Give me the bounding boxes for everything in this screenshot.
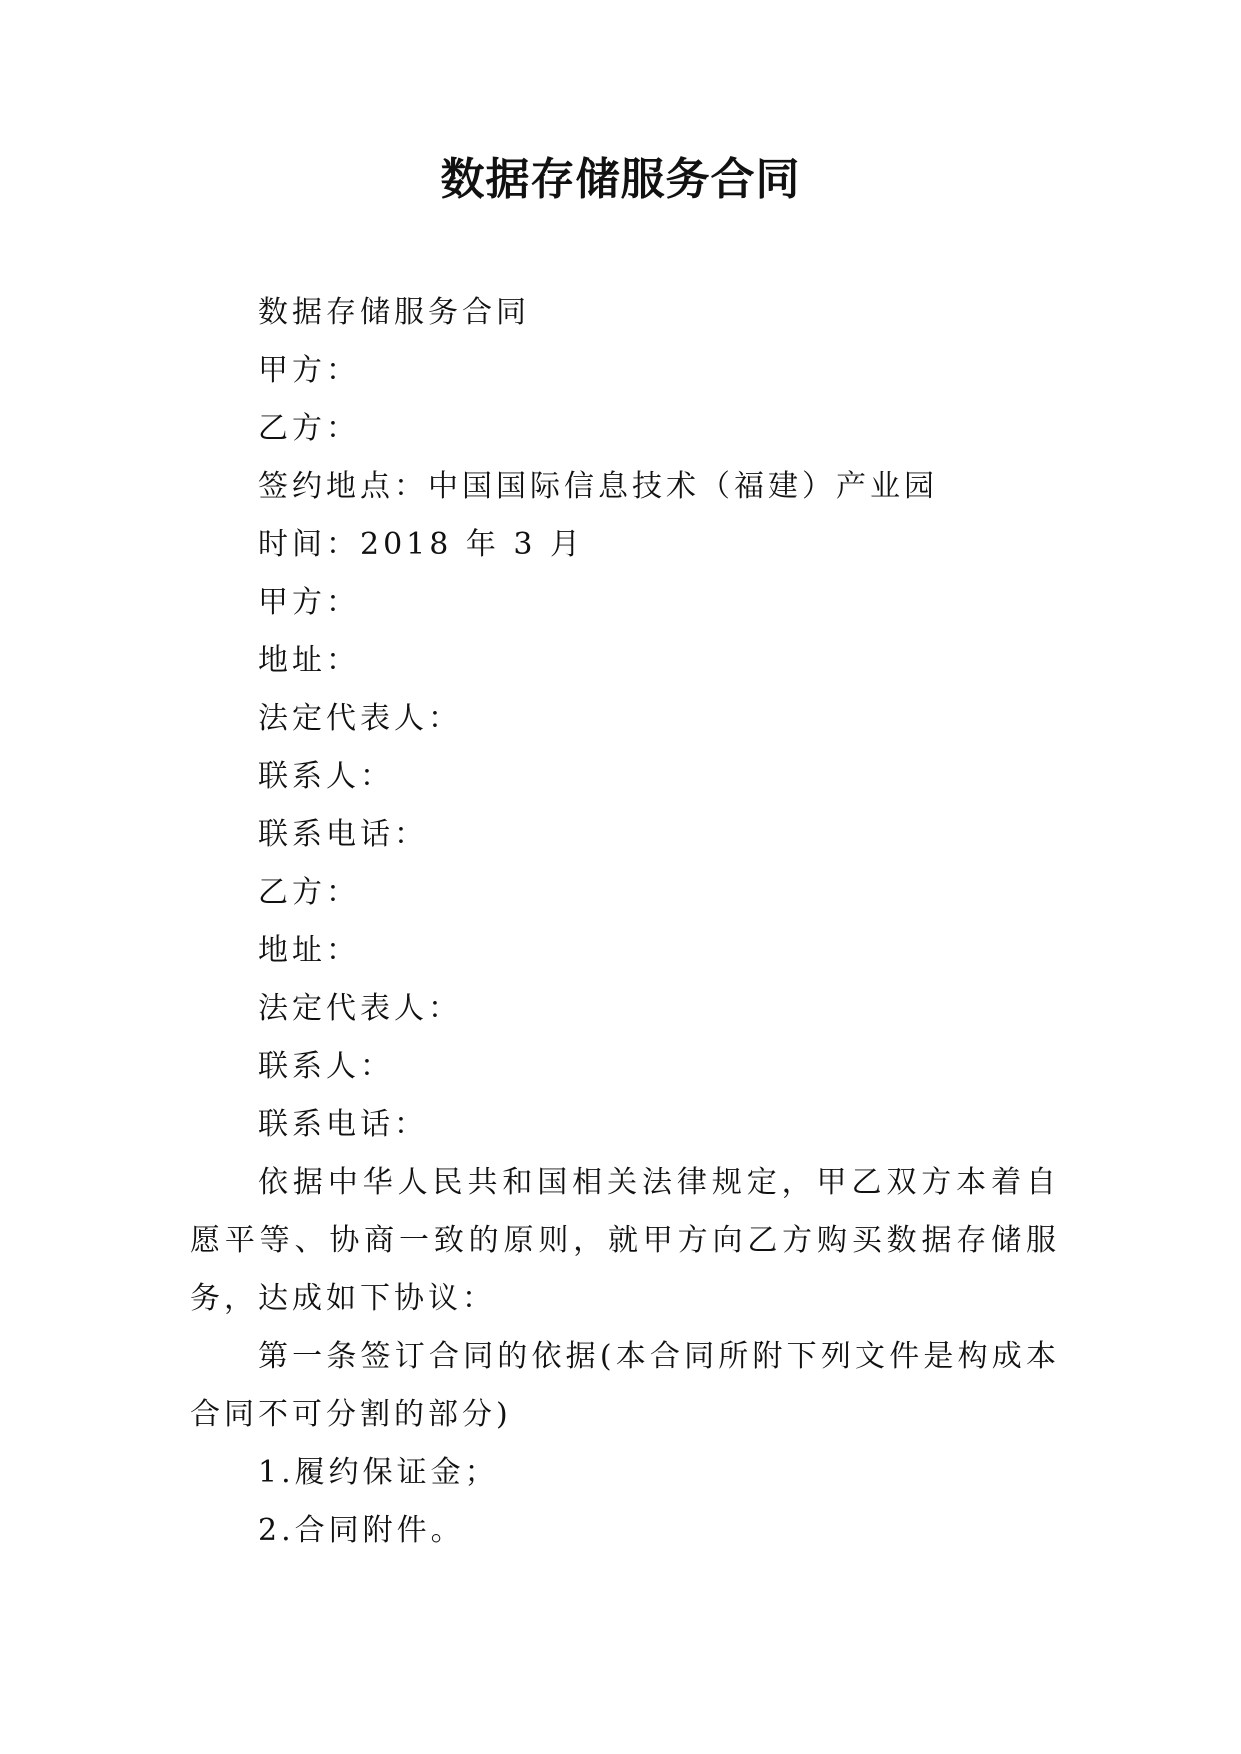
doc-line-party-b-repeat: 乙方： [258,875,360,910]
doc-line-party-b-legal-rep: 法定代表人： [258,991,462,1026]
doc-paragraph-preamble: 依据中华人民共和国相关法律规定，甲乙双方本着自愿平等、协商一致的原则，就甲方向乙方购买数据存储服务，达成如下协议： [190,1165,1060,1316]
doc-line-party-a-address: 地址： [258,643,360,678]
document-title: 数据存储服务合同 [440,154,801,205]
doc-list-item-2: 2.合同附件。 [258,1513,465,1548]
doc-line-contract-name: 数据存储服务合同 [258,295,530,330]
doc-line-party-b-contact: 联系人： [258,1049,394,1084]
doc-list-item-1: 1.履约保证金； [258,1455,499,1490]
document-body [190,284,1060,1560]
doc-line-party-a-legal-rep: 法定代表人： [258,701,462,736]
doc-line-party-a-contact: 联系人： [258,759,394,794]
doc-line-party-b-phone: 联系电话： [258,1107,428,1142]
doc-line-party-a: 甲方： [258,353,360,388]
doc-line-date: 时间：2018 年 3 月 [258,527,585,562]
doc-line-party-a-phone: 联系电话： [258,817,428,852]
doc-line-signing-place: 签约地点：中国国际信息技术（福建）产业园 [258,469,938,504]
doc-line-party-b: 乙方： [258,411,360,446]
doc-paragraph-article-1: 第一条签订合同的依据(本合同所附下列文件是构成本合同不可分割的部分) [190,1339,1060,1432]
doc-line-party-a-repeat: 甲方： [258,585,360,620]
doc-line-party-b-address: 地址： [258,933,360,968]
